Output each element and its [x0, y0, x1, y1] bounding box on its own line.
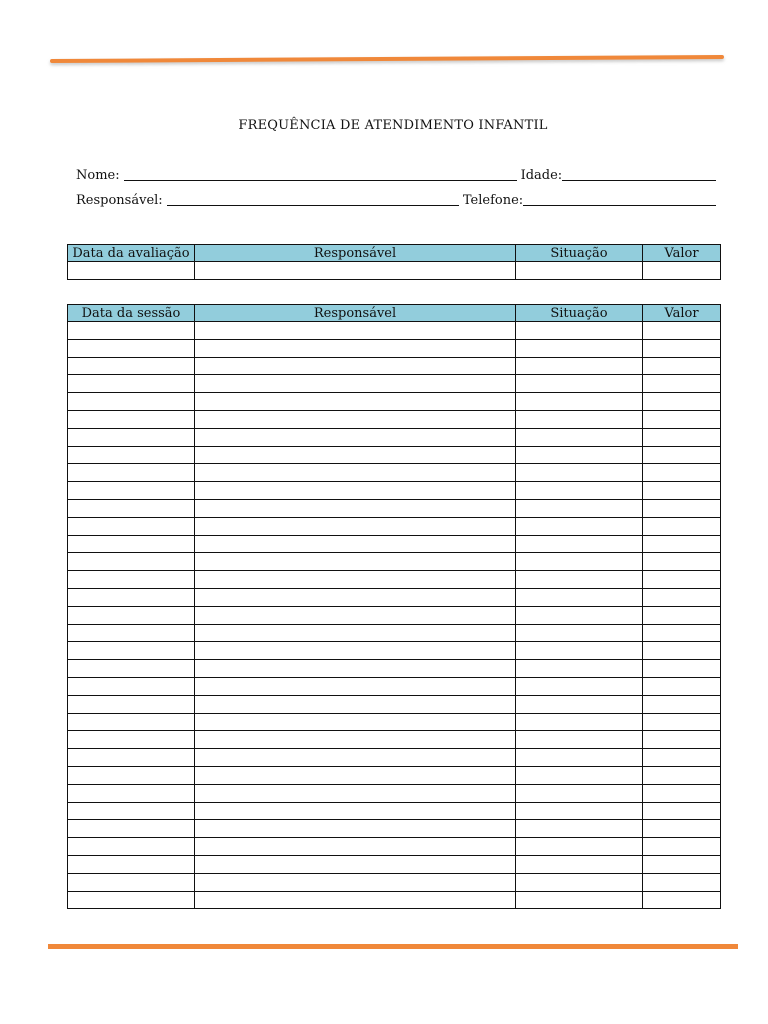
table-cell[interactable]	[643, 588, 721, 606]
table-cell[interactable]	[643, 677, 721, 695]
table-cell[interactable]	[68, 731, 195, 749]
table-cell[interactable]	[195, 410, 516, 428]
table-cell[interactable]	[68, 855, 195, 873]
table-cell[interactable]	[516, 499, 643, 517]
table-cell[interactable]	[516, 891, 643, 909]
table-cell[interactable]	[195, 446, 516, 464]
table-cell[interactable]	[68, 766, 195, 784]
session-row	[68, 749, 721, 767]
header-situacao: Situação	[516, 305, 643, 322]
header-responsavel: Responsável	[195, 245, 516, 262]
table-cell[interactable]	[516, 802, 643, 820]
table-cell[interactable]	[516, 731, 643, 749]
table-cell[interactable]	[643, 571, 721, 589]
table-cell[interactable]	[516, 428, 643, 446]
table-cell[interactable]	[195, 855, 516, 873]
table-cell[interactable]	[516, 784, 643, 802]
table-cell[interactable]	[195, 660, 516, 678]
table-cell[interactable]	[68, 499, 195, 517]
session-row	[68, 571, 721, 589]
table-cell[interactable]	[516, 535, 643, 553]
table-cell[interactable]	[643, 482, 721, 500]
table-cell[interactable]	[68, 784, 195, 802]
table-cell[interactable]	[68, 410, 195, 428]
table-cell[interactable]	[643, 784, 721, 802]
table-cell[interactable]	[643, 660, 721, 678]
session-row	[68, 588, 721, 606]
responsavel-label: Responsável:	[76, 193, 163, 208]
table-cell[interactable]	[643, 464, 721, 482]
table-cell[interactable]	[516, 262, 643, 280]
table-cell[interactable]	[195, 713, 516, 731]
table-cell[interactable]	[643, 766, 721, 784]
session-row	[68, 517, 721, 535]
session-table	[67, 304, 721, 909]
table-cell[interactable]	[643, 535, 721, 553]
table-cell[interactable]	[195, 820, 516, 838]
table-cell[interactable]	[195, 535, 516, 553]
session-row	[68, 695, 721, 713]
table-cell[interactable]	[68, 624, 195, 642]
table-cell[interactable]	[195, 393, 516, 411]
table-cell[interactable]	[516, 677, 643, 695]
table-cell[interactable]	[643, 339, 721, 357]
table-cell[interactable]	[516, 624, 643, 642]
session-row	[68, 375, 721, 393]
table-cell[interactable]	[195, 642, 516, 660]
table-cell[interactable]	[643, 731, 721, 749]
header-valor: Valor	[643, 305, 721, 322]
session-row	[68, 446, 721, 464]
table-cell[interactable]	[68, 464, 195, 482]
telefone-label: Telefone:	[462, 193, 524, 208]
table-cell[interactable]	[68, 446, 195, 464]
session-row	[68, 642, 721, 660]
table-cell[interactable]	[68, 838, 195, 856]
table-cell[interactable]	[643, 749, 721, 767]
table-cell[interactable]	[643, 499, 721, 517]
table-cell[interactable]	[643, 624, 721, 642]
telefone-blank[interactable]	[523, 193, 716, 206]
table-cell[interactable]	[516, 873, 643, 891]
header-data-sessao: Data da sessão	[68, 305, 195, 322]
session-header-row	[68, 305, 721, 322]
table-cell[interactable]	[516, 393, 643, 411]
table-cell[interactable]	[68, 695, 195, 713]
name-age-line	[76, 168, 716, 183]
table-cell[interactable]	[516, 517, 643, 535]
session-row	[68, 499, 721, 517]
idade-label: Idade:	[520, 168, 563, 183]
responsavel-blank[interactable]	[167, 193, 459, 206]
table-cell[interactable]	[643, 322, 721, 340]
table-cell[interactable]	[195, 624, 516, 642]
table-cell[interactable]	[516, 322, 643, 340]
table-cell[interactable]	[195, 606, 516, 624]
table-cell[interactable]	[68, 262, 195, 280]
table-cell[interactable]	[68, 802, 195, 820]
session-row	[68, 553, 721, 571]
session-row	[68, 731, 721, 749]
table-cell[interactable]	[68, 553, 195, 571]
table-cell[interactable]	[643, 446, 721, 464]
session-row	[68, 482, 721, 500]
header-situacao: Situação	[516, 245, 643, 262]
session-row	[68, 855, 721, 873]
table-cell[interactable]	[516, 410, 643, 428]
table-cell[interactable]	[516, 588, 643, 606]
table-cell[interactable]	[516, 553, 643, 571]
table-cell[interactable]	[195, 677, 516, 695]
nome-label: Nome:	[76, 168, 120, 183]
table-cell[interactable]	[68, 891, 195, 909]
session-row	[68, 873, 721, 891]
table-cell[interactable]	[195, 749, 516, 767]
table-cell[interactable]	[195, 499, 516, 517]
table-cell[interactable]	[643, 410, 721, 428]
session-row	[68, 322, 721, 340]
table-cell[interactable]	[643, 428, 721, 446]
table-cell[interactable]	[643, 713, 721, 731]
session-row	[68, 428, 721, 446]
table-cell[interactable]	[195, 571, 516, 589]
table-cell[interactable]	[516, 713, 643, 731]
table-cell[interactable]	[516, 660, 643, 678]
session-row	[68, 677, 721, 695]
table-cell[interactable]	[195, 784, 516, 802]
session-row	[68, 766, 721, 784]
table-cell[interactable]	[643, 357, 721, 375]
bottom-decorative-rule	[48, 944, 738, 949]
table-cell[interactable]	[516, 339, 643, 357]
table-cell[interactable]	[643, 375, 721, 393]
table-cell[interactable]	[68, 606, 195, 624]
table-cell[interactable]	[195, 766, 516, 784]
table-cell[interactable]	[68, 642, 195, 660]
table-cell[interactable]	[195, 802, 516, 820]
table-cell[interactable]	[643, 553, 721, 571]
responsible-phone-line	[76, 193, 716, 208]
table-cell[interactable]	[68, 660, 195, 678]
session-row	[68, 838, 721, 856]
table-cell[interactable]	[68, 357, 195, 375]
table-cell[interactable]	[516, 855, 643, 873]
table-cell[interactable]	[195, 588, 516, 606]
session-row	[68, 820, 721, 838]
top-decorative-rule	[50, 55, 724, 63]
table-cell[interactable]	[643, 873, 721, 891]
table-cell[interactable]	[68, 571, 195, 589]
table-cell[interactable]	[643, 802, 721, 820]
table-cell[interactable]	[195, 375, 516, 393]
session-row	[68, 393, 721, 411]
idade-blank[interactable]	[562, 168, 716, 181]
table-cell[interactable]	[195, 428, 516, 446]
table-cell[interactable]	[195, 517, 516, 535]
table-cell[interactable]	[195, 464, 516, 482]
session-row	[68, 606, 721, 624]
table-cell[interactable]	[68, 749, 195, 767]
table-cell[interactable]	[68, 873, 195, 891]
table-cell[interactable]	[643, 695, 721, 713]
table-cell[interactable]	[68, 482, 195, 500]
table-cell[interactable]	[516, 838, 643, 856]
session-row	[68, 660, 721, 678]
table-cell[interactable]	[195, 891, 516, 909]
table-cell[interactable]	[195, 339, 516, 357]
table-cell[interactable]	[516, 571, 643, 589]
table-cell[interactable]	[516, 375, 643, 393]
header-data-avaliacao: Data da avaliação	[68, 245, 195, 262]
session-row	[68, 535, 721, 553]
table-cell[interactable]	[195, 695, 516, 713]
table-cell[interactable]	[516, 464, 643, 482]
header-responsavel: Responsável	[195, 305, 516, 322]
table-cell[interactable]	[68, 375, 195, 393]
table-cell[interactable]	[68, 820, 195, 838]
table-cell[interactable]	[643, 838, 721, 856]
session-row	[68, 891, 721, 909]
table-cell[interactable]	[68, 588, 195, 606]
table-cell[interactable]	[195, 322, 516, 340]
session-row	[68, 464, 721, 482]
evaluation-table	[67, 244, 721, 280]
table-cell[interactable]	[516, 695, 643, 713]
table-cell[interactable]	[68, 713, 195, 731]
table-cell[interactable]	[68, 393, 195, 411]
header-valor: Valor	[643, 245, 721, 262]
table-cell[interactable]	[643, 517, 721, 535]
table-cell[interactable]	[643, 642, 721, 660]
table-cell[interactable]	[643, 855, 721, 873]
table-cell[interactable]	[68, 535, 195, 553]
session-row	[68, 784, 721, 802]
table-cell[interactable]	[195, 262, 516, 280]
table-cell[interactable]	[516, 642, 643, 660]
table-cell[interactable]	[516, 749, 643, 767]
table-cell[interactable]	[68, 517, 195, 535]
table-cell[interactable]	[516, 482, 643, 500]
document-title: FREQUÊNCIA DE ATENDIMENTO INFANTIL	[238, 118, 548, 133]
table-cell[interactable]	[643, 606, 721, 624]
table-cell[interactable]	[68, 677, 195, 695]
table-cell[interactable]	[195, 357, 516, 375]
session-row	[68, 339, 721, 357]
table-cell[interactable]	[643, 891, 721, 909]
table-cell[interactable]	[516, 357, 643, 375]
evaluation-row	[68, 262, 721, 280]
table-cell[interactable]	[195, 838, 516, 856]
session-row	[68, 624, 721, 642]
table-cell[interactable]	[195, 731, 516, 749]
table-cell[interactable]	[195, 482, 516, 500]
session-row	[68, 802, 721, 820]
table-cell[interactable]	[643, 262, 721, 280]
session-row	[68, 410, 721, 428]
nome-blank[interactable]	[124, 168, 517, 181]
table-cell[interactable]	[643, 820, 721, 838]
table-cell[interactable]	[68, 339, 195, 357]
table-cell[interactable]	[68, 322, 195, 340]
table-cell[interactable]	[516, 766, 643, 784]
table-cell[interactable]	[195, 873, 516, 891]
table-cell[interactable]	[516, 606, 643, 624]
table-cell[interactable]	[516, 446, 643, 464]
evaluation-header-row	[68, 245, 721, 262]
table-cell[interactable]	[68, 428, 195, 446]
table-cell[interactable]	[195, 553, 516, 571]
session-row	[68, 713, 721, 731]
table-cell[interactable]	[643, 393, 721, 411]
table-cell[interactable]	[516, 820, 643, 838]
session-row	[68, 357, 721, 375]
